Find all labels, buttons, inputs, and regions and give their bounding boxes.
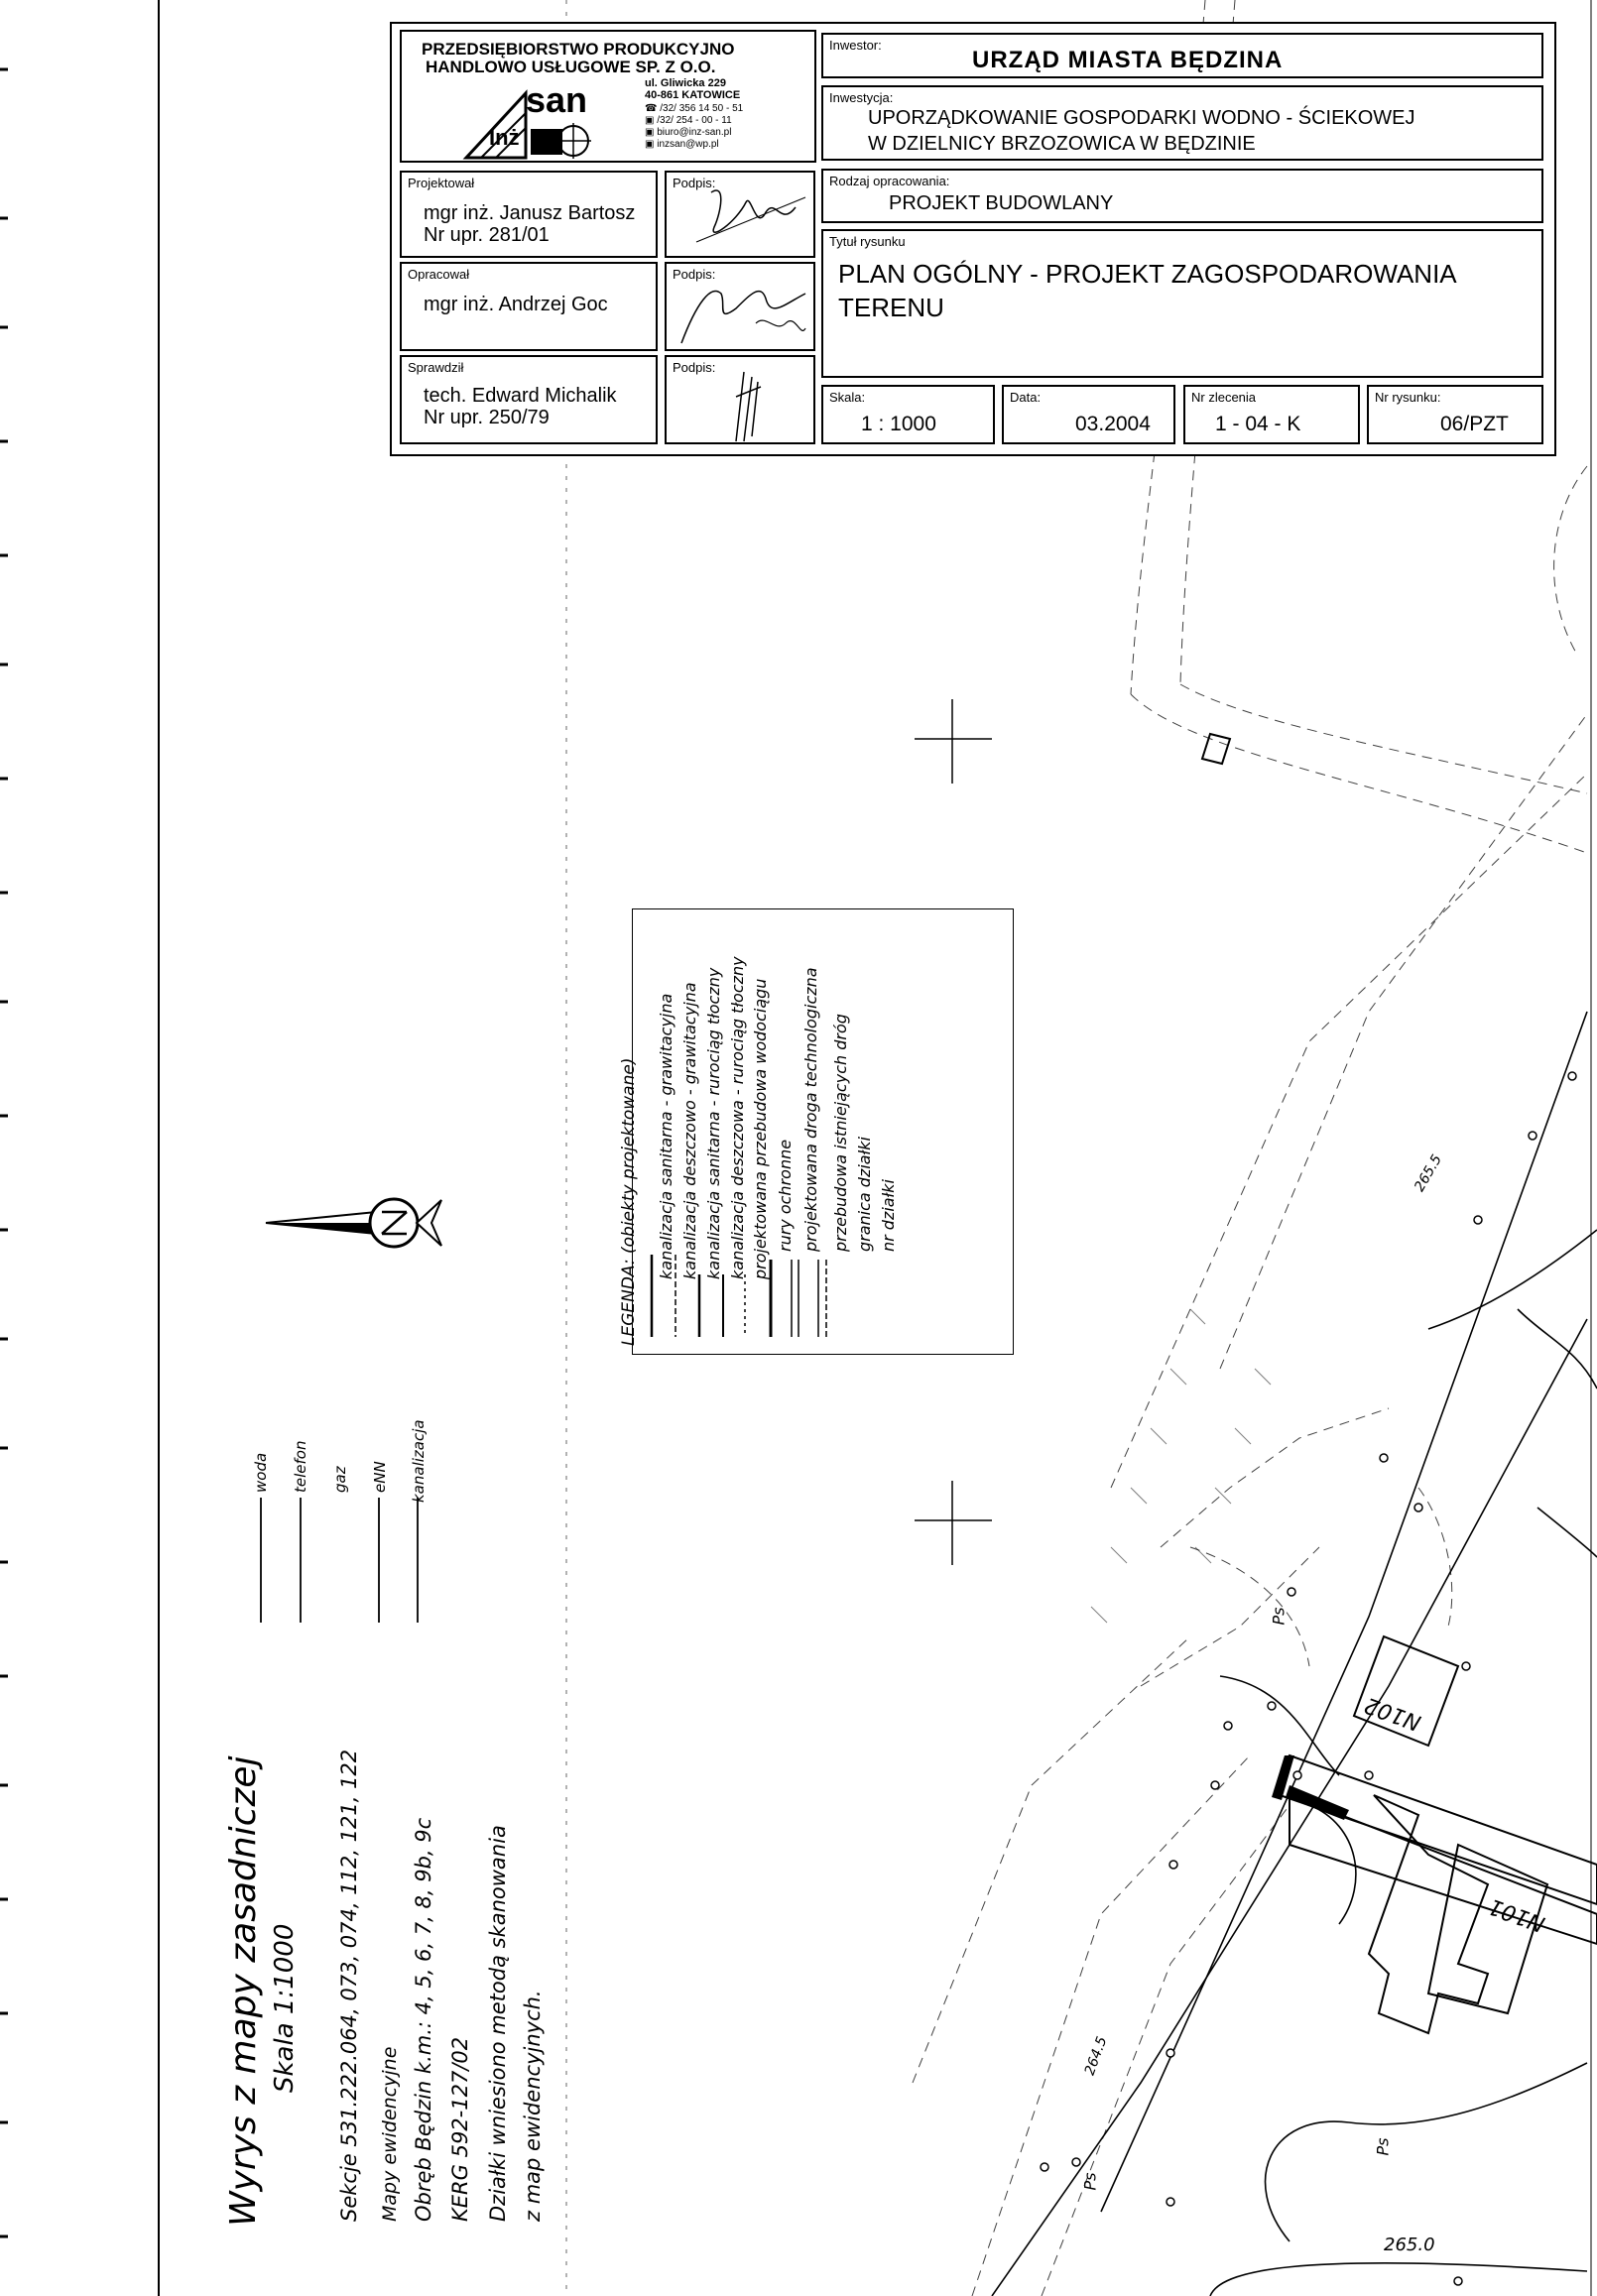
data-value: 03.2004: [1075, 413, 1151, 435]
inwestor-value: URZĄD MIASTA BĘDZINA: [972, 47, 1284, 73]
tytul-cell: [821, 229, 1543, 378]
plot-label-n101: N101: [1485, 1892, 1548, 1937]
tytul-line1: PLAN OGÓLNY - PROJEKT ZAGOSPODAROWANIA: [838, 259, 1457, 289]
company-fax-text: /32/ 254 - 00 - 11: [657, 115, 732, 126]
company-cell: [400, 30, 816, 163]
legend-item: kanalizacja sanitarna - rurociąg tłoczny: [704, 967, 723, 1279]
company-email2: ▣ inzsan@wp.pl: [645, 139, 719, 150]
inwestycja-label: Inwestycja:: [829, 90, 894, 105]
zlecenie-cell: [1183, 385, 1360, 444]
opracowal-cell: [400, 262, 658, 351]
utility-legend-item: eNN: [371, 1461, 389, 1493]
map-notes-sekcje: Sekcje 531.222.064, 073, 074, 112, 121, 122: [337, 1749, 361, 2222]
elevation-label-3: 264.5: [1081, 2034, 1111, 2078]
opracowal-podpis-cell: [665, 262, 815, 351]
rodzaj-cell: [821, 169, 1543, 223]
utility-legend-item: kanalizacja: [410, 1419, 428, 1503]
legend-item: granica działki: [855, 1137, 874, 1252]
utility-legend-item: gaz: [331, 1466, 349, 1493]
utility-legend-item: telefon: [292, 1440, 309, 1493]
opracowal-podpis-label: Podpis:: [673, 267, 716, 282]
zlecenie-label: Nr zlecenia: [1191, 390, 1257, 405]
plot-label-n102: N102: [1361, 1691, 1424, 1736]
inwestycja-line2: W DZIELNICY BRZOZOWICA W BĘDZINIE: [868, 133, 1256, 155]
legend-item: kanalizacja deszczowo - grawitacyjna: [680, 982, 699, 1279]
skala-value: 1 : 1000: [861, 413, 936, 435]
company-email1-text: biuro@inz-san.pl: [657, 127, 732, 138]
map-notes-dzialki1: Działki wniesiono metodą skanowania: [486, 1825, 510, 2222]
map-notes-title: Wyrys z mapy zasadniczej: [223, 1755, 264, 2227]
map-notes-obreb: Obręb Będzin k.m.: 4, 5, 6, 7, 8, 9b, 9c: [412, 1817, 435, 2222]
projektowal-cell: [400, 171, 658, 258]
legend-item: nr działki: [879, 1179, 898, 1252]
company-address-line2: 40-861 KATOWICE: [645, 89, 741, 101]
ps-label-3: Ps: [1269, 1607, 1289, 1626]
tytul-line2: TERENU: [838, 293, 944, 322]
company-name-line1: PRZEDSIĘBIORSTWO PRODUKCYJNO: [422, 40, 735, 59]
signature-1-icon: [667, 173, 815, 258]
data-cell: [1002, 385, 1175, 444]
tytul-label: Tytuł rysunku: [829, 234, 906, 249]
zlecenie-value: 1 - 04 - K: [1215, 413, 1301, 435]
ps-label-2: Ps: [1373, 2137, 1393, 2156]
rysunek-label: Nr rysunku:: [1375, 390, 1441, 405]
inwestor-label: Inwestor:: [829, 38, 882, 53]
company-phone: ☎ /32/ 356 14 50 - 51: [645, 103, 744, 114]
opracowal-label: Opracował: [408, 267, 470, 282]
company-address-line1: ul. Gliwicka 229: [645, 77, 726, 89]
utility-legend-lines: [261, 1498, 418, 1623]
inwestor-cell: [821, 33, 1543, 78]
north-arrow-icon: [266, 1199, 441, 1247]
sprawdzil-cell: [400, 355, 658, 444]
legend-header: LEGENDA: (obiekty projektowane): [619, 1057, 639, 1346]
company-phone-text: /32/ 356 14 50 - 51: [660, 103, 744, 114]
map-notes-kerg: KERG 592-127/02: [448, 2036, 472, 2222]
company-fax: ▣ /32/ 254 - 00 - 11: [645, 115, 732, 126]
rysunek-cell: [1367, 385, 1543, 444]
sprawdzil-podpis-label: Podpis:: [673, 360, 716, 375]
sprawdzil-name: tech. Edward Michalik: [424, 385, 617, 407]
map-notes-scale: Skala 1:1000: [270, 1923, 300, 2093]
projektowal-name: mgr inż. Janusz Bartosz: [424, 202, 636, 224]
legend-item: kanalizacja sanitarna - grawitacyjna: [657, 993, 676, 1279]
map-notes-mapy: Mapy ewidencyjne: [379, 2046, 401, 2222]
sprawdzil-upr: Nr upr. 250/79: [424, 407, 550, 428]
signature-3-icon: [667, 357, 815, 444]
rodzaj-value: PROJEKT BUDOWLANY: [889, 192, 1114, 214]
skala-label: Skala:: [829, 390, 866, 405]
company-email2-text: inzsan@wp.pl: [657, 139, 719, 150]
company-email1: ▣ biuro@inz-san.pl: [645, 127, 732, 138]
rysunek-value: 06/PZT: [1440, 413, 1509, 435]
elevation-label-1: 265.0: [1384, 2235, 1435, 2255]
border-ticks: [0, 69, 8, 2236]
ps-label-1: Ps: [1080, 2172, 1100, 2191]
rodzaj-label: Rodzaj opracowania:: [829, 174, 950, 188]
elevation-label-2: 265.5: [1412, 1151, 1445, 1195]
company-name-line2: HANDLOWO USŁUGOWE SP. Z O.O.: [426, 58, 716, 76]
projektowal-podpis-label: Podpis:: [673, 176, 716, 190]
signature-2-icon: [667, 264, 815, 351]
data-label: Data:: [1010, 390, 1042, 405]
inwestycja-line1: UPORZĄDKOWANIE GOSPODARKI WODNO - ŚCIEKOWEJ: [868, 107, 1415, 129]
utility-legend-item: woda: [252, 1452, 270, 1493]
projektowal-podpis-cell: [665, 171, 815, 258]
opracowal-name: mgr inż. Andrzej Goc: [424, 294, 608, 315]
logo-text-main: san: [526, 79, 588, 120]
legend-item: projektowana droga technologiczna: [801, 967, 820, 1252]
projektowal-label: Projektował: [408, 176, 475, 190]
skala-cell: [821, 385, 995, 444]
legend-item: projektowana przebudowa wodociągu: [751, 978, 770, 1279]
sprawdzil-podpis-cell: [665, 355, 815, 444]
inwestycja-cell: [821, 85, 1543, 161]
legend-item: rury ochronne: [776, 1139, 795, 1252]
projektowal-upr: Nr upr. 281/01: [424, 224, 550, 246]
legend-item: przebudowa istniejących dróg: [831, 1014, 850, 1252]
map-notes-dzialki2: z map ewidencyjnych.: [521, 1990, 545, 2222]
legend-item: kanalizacja deszczowa - rurociąg tłoczny: [728, 956, 747, 1279]
logo-text-sub: Inż: [489, 125, 520, 150]
sprawdzil-label: Sprawdził: [408, 360, 464, 375]
